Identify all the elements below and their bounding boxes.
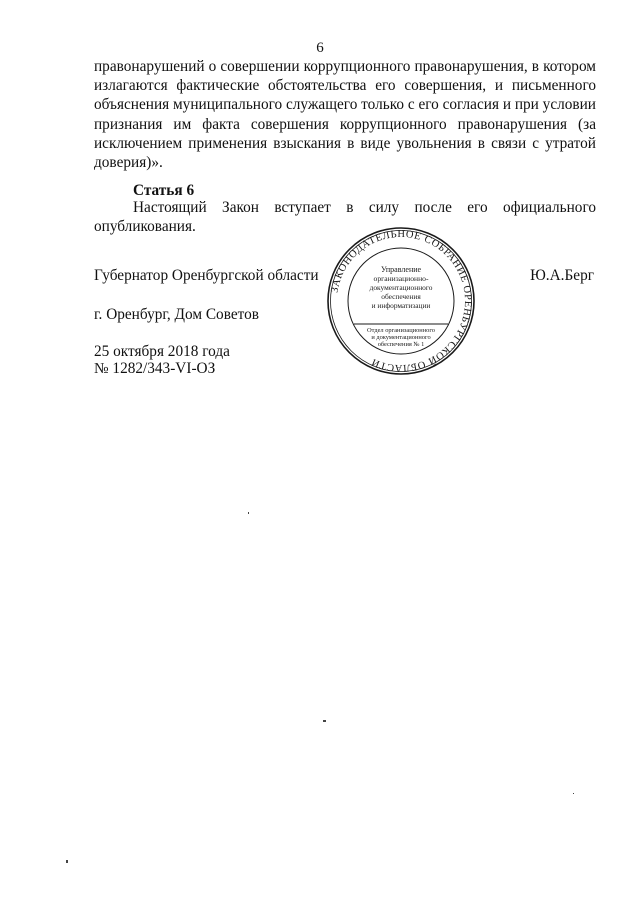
signatory-name: Ю.А.Берг [530,267,594,284]
seal-inner-text [367,265,435,348]
law-number: № 1282/343-VI-ОЗ [94,360,216,377]
seal-bottom-line: и документационного [371,334,431,341]
scan-speck [323,720,326,722]
paragraph-line: объяснения муниципального служащего только с его согласия и при условии [94,96,596,114]
scan-speck [573,793,574,794]
seal-inner-line: документационного [369,283,433,292]
seal-inner-line: Управление [380,265,422,274]
signing-place: г. Оренбург, Дом Советов [94,306,259,323]
seal-bottom-line: обеспечения № 1 [377,341,425,348]
paragraph-line: правонарушений о совершении коррупционного правонарушения, в котором [94,58,596,75]
page-number: 6 [316,40,324,56]
seal-inner-line: обеспечения [381,292,421,301]
seal-bottom-line: Отдел организационного [367,327,435,334]
signing-date: 25 октября 2018 года [94,343,230,360]
paragraph-line: излагаются фактические обстоятельства его совершения, и письменного [94,77,596,95]
article-heading: Статья 6 [133,182,195,199]
article-body-line: Настоящий Закон вступает в силу после его официального [133,199,596,216]
seal-inner-line: организационно- [373,274,429,283]
official-seal-stamp [326,226,476,376]
paragraph-line: исключением применения взыскания в виде увольнения в связи с утратой [94,134,596,152]
scan-speck [248,512,249,514]
scan-speck [66,860,68,863]
seal-inner-line: и информатизации [371,301,431,310]
paragraph-line: доверия)». [94,153,163,171]
signatory-position: Губернатор Оренбургской области [94,267,319,284]
continued-paragraph [94,57,596,172]
article-body-line: опубликования. [94,218,196,236]
paragraph-line: признания им факта совершения коррупционного правонарушения (за [94,115,596,133]
seal-outer-text: ЗАКОНОДАТЕЛЬНОЕ СОБРАНИЕ ОРЕНБУРГСКОЙ ОБЛАСТИ [329,228,474,374]
